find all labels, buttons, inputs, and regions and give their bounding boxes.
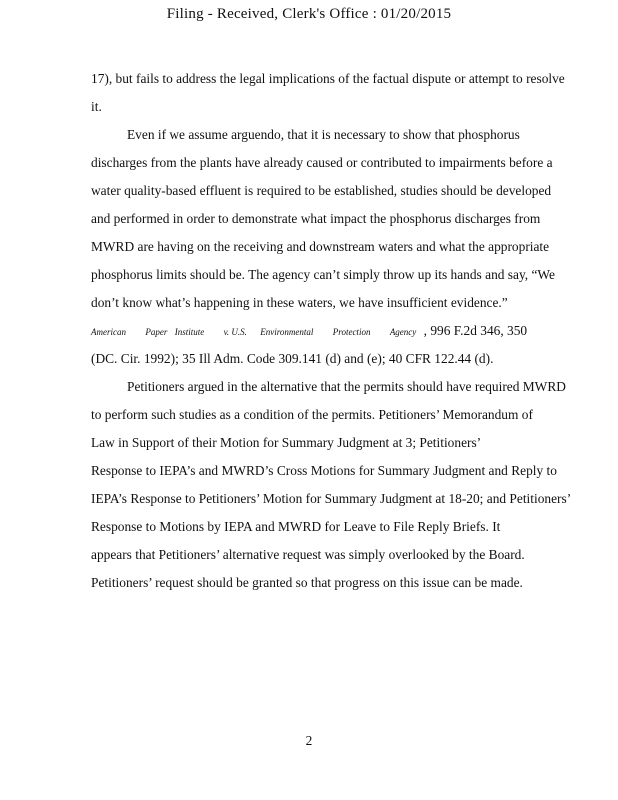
- text-line: and performed in order to demonstrate what impact the phosphorus discharges from: [91, 211, 541, 226]
- filing-stamp-header: Filing - Received, Clerk's Office : 01/20/2015: [166, 6, 452, 22]
- text-line: IEPA’s Response to Petitioners’ Motion for Summary Judgment at 18-20; and Petitioners’: [91, 491, 572, 506]
- text-line: Even if we assume arguendo, that it is necessary to show that phosphorus: [127, 127, 520, 142]
- text-line: Law in Support of their Motion for Summary Judgment at 3; Petitioners’: [91, 435, 482, 450]
- citation-word: Protection: [332, 327, 371, 337]
- text-line: to perform such studies as a condition of the permits. Petitioners’ Memorandum of: [91, 407, 533, 422]
- text-line: appears that Petitioners’ alternative request was simply overlooked by the Board.: [91, 547, 525, 562]
- citation-word: Paper: [145, 327, 168, 337]
- text-line: Petitioners’ request should be granted so that progress on this issue can be made.: [91, 575, 523, 590]
- text-line: (DC. Cir. 1992); 35 Ill Adm. Code 309.141 (d) and (e); 40 CFR 122.44 (d).: [91, 351, 494, 366]
- text-line: discharges from the plants have already caused or contributed to impairments before a: [91, 155, 553, 170]
- text-line: it.: [91, 99, 102, 114]
- citation-word: v. U.S.: [223, 327, 247, 337]
- text-line: Response to IEPA’s and MWRD’s Cross Motions for Summary Judgment and Reply to: [91, 463, 557, 478]
- text-line: don’t know what’s happening in these waters, we have insufficient evidence.”: [91, 295, 508, 310]
- text-line: Petitioners argued in the alternative that the permits should have required MWRD: [127, 379, 566, 394]
- citation-word: Environmental: [260, 327, 314, 337]
- citation-word: Agency: [389, 327, 417, 337]
- text-line: Response to Motions by IEPA and MWRD for Leave to File Reply Briefs. It: [91, 519, 501, 534]
- text-line: phosphorus limits should be. The agency can’t simply throw up its hands and say, “We: [91, 267, 555, 282]
- text-line: MWRD are having on the receiving and downstream waters and what the appropriate: [91, 239, 550, 254]
- citation-word: Institute: [174, 327, 205, 337]
- text-line: 17), but fails to address the legal implications of the factual dispute or attempt to resolve: [91, 71, 565, 86]
- citation-word: American: [91, 327, 126, 337]
- case-citation-line: [91, 322, 527, 341]
- page-number: 2: [305, 733, 313, 748]
- text-line: water quality-based effluent is required to be established, studies should be developed: [91, 183, 552, 198]
- citation-reporter: , 996 F.2d 346, 350: [423, 323, 528, 338]
